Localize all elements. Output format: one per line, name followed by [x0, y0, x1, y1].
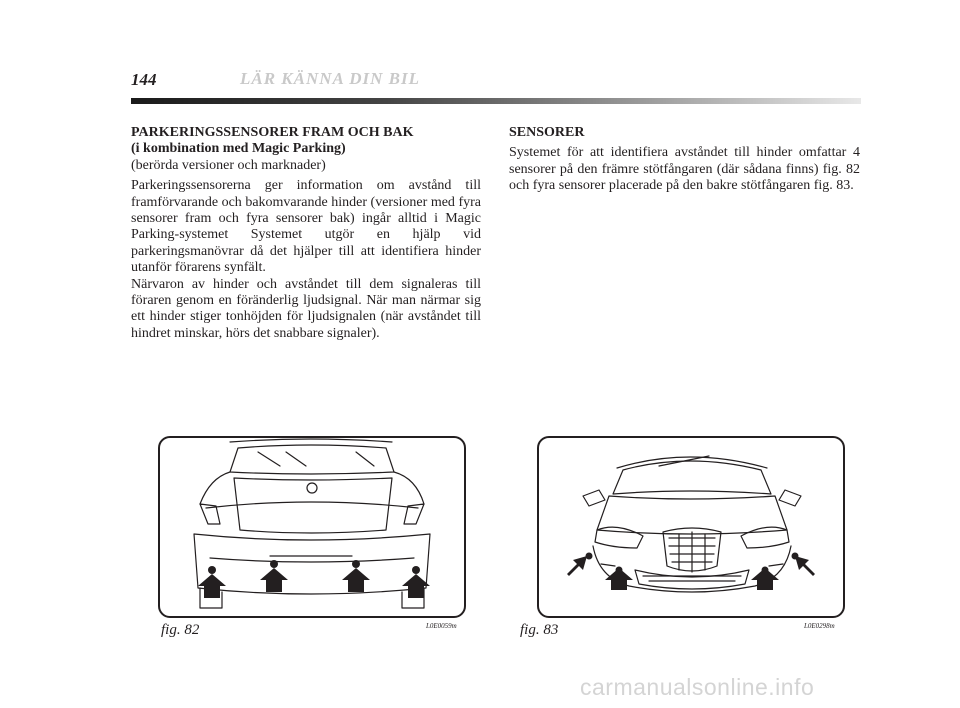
section-heading-qualifier: (i kombination med Magic Parking) [131, 141, 346, 157]
figure-82-code: L0E0059m [426, 622, 457, 630]
figure-front-car [537, 436, 845, 618]
page-number: 144 [131, 70, 157, 89]
body-paragraph-2: Närvaron av hinder och avståndet till dem signaleras till föraren genom en föränderlig ljudsignal. När man närmar sig ett hinder stiger tonhöjden för ljudsignalen (när avståndet till hindret minskar, hörs det snabbare signaler). [131, 276, 481, 341]
right-column [509, 125, 860, 195]
header-rule [131, 98, 861, 104]
figure-83-caption: fig. 83 [520, 622, 559, 638]
rear-car-illustration [160, 438, 464, 616]
figure-83-code: L0E0298m [804, 622, 835, 630]
sensors-heading: SENSORER [509, 125, 585, 140]
watermark: carmanualsonline.info [580, 674, 815, 700]
figure-rear-car [158, 436, 466, 618]
section-subheading: (berörda versioner och marknader) [131, 157, 326, 173]
running-head: LÄR KÄNNA DIN BIL [240, 69, 420, 88]
front-car-illustration [539, 438, 843, 616]
figure-82-caption: fig. 82 [161, 622, 200, 638]
left-column [131, 125, 481, 342]
section-heading: PARKERINGSSENSORER FRAM OCH BAK [131, 125, 414, 140]
body-paragraph-1: Parkeringssensorerna ger information om avstånd till framförvarande och bakomvarande hinder (versioner med fyra sensorer fram och fyra sensorer bak) ingår alltid i Magic Parking-systemet Systemet utgör en hjälp vid parkeringsmanövrar då det hjälper till att identifiera hinder utanför förarens synfält. [131, 178, 481, 276]
sensors-paragraph: Systemet för att identifiera avståndet till hinder omfattar 4 sensorer på den främre stötfångaren (där sådana finns) fig. 82 och fyra sensorer placerade på den bakre stötfångaren fig. 83. [509, 145, 860, 194]
